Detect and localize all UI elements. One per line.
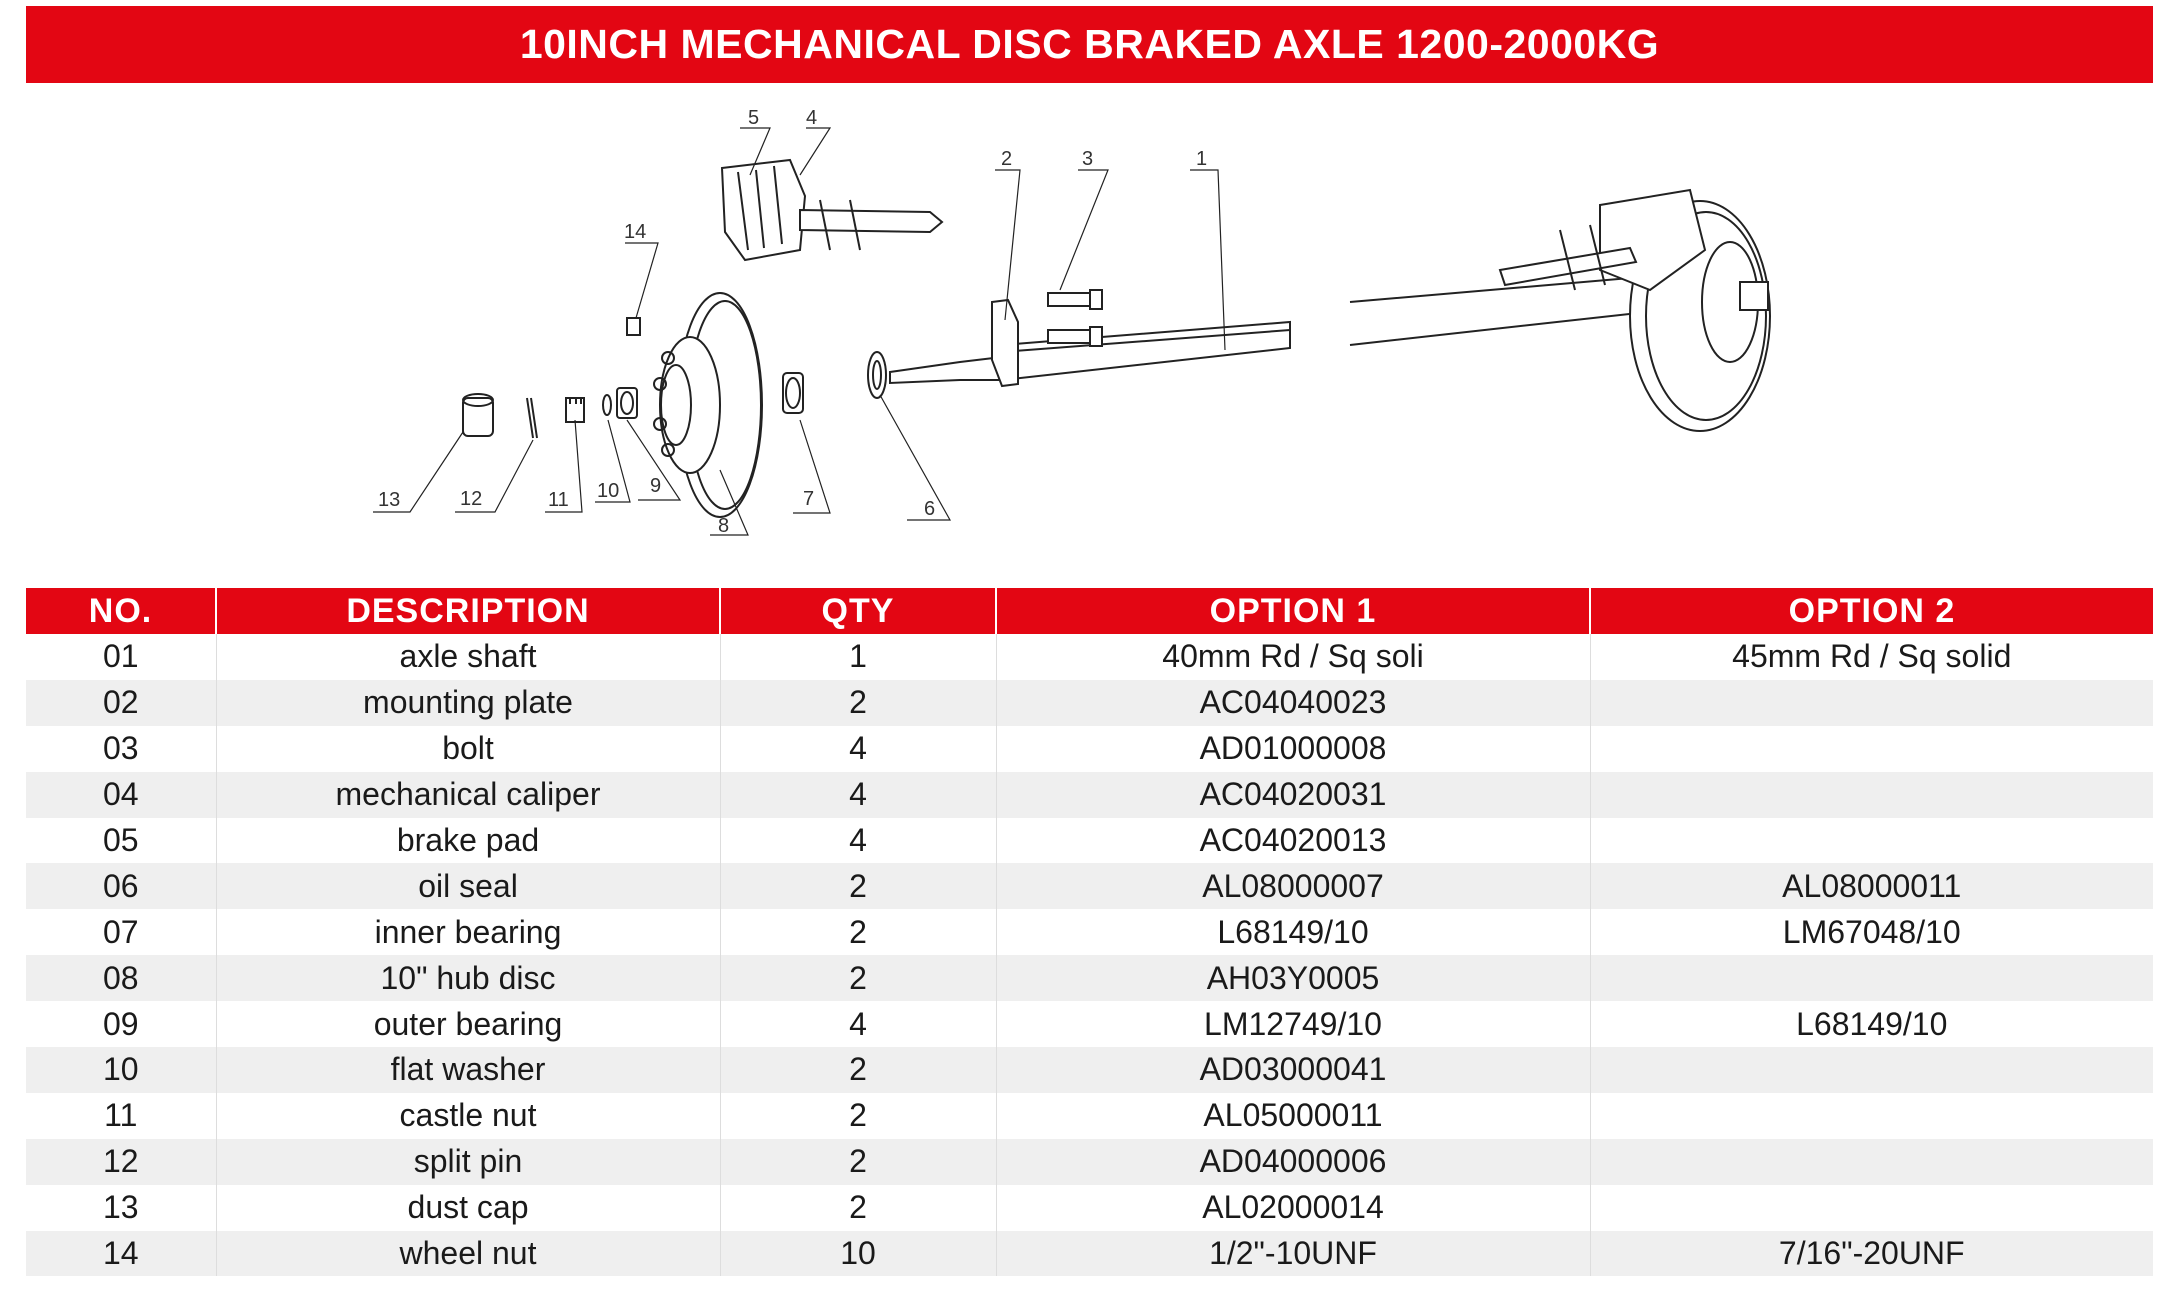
cell-description: split pin — [216, 1139, 720, 1185]
inner-bearing-part — [783, 373, 803, 413]
cell-option-1: 40mm Rd / Sq soli — [996, 634, 1590, 680]
cell-qty: 2 — [720, 1093, 996, 1139]
cell-option-1: AC04020013 — [996, 818, 1590, 864]
cell-option-1: 1/2"-10UNF — [996, 1231, 1590, 1277]
cell-option-2 — [1590, 772, 2153, 818]
cell-qty: 4 — [720, 726, 996, 772]
bolt-part — [1048, 290, 1102, 346]
table-row — [26, 1093, 2153, 1139]
table-row — [26, 955, 2153, 1001]
hub-disc-part — [654, 293, 762, 517]
mechanical-caliper-part — [722, 160, 942, 260]
cell-description: wheel nut — [216, 1231, 720, 1277]
table-row — [26, 1001, 2153, 1047]
outer-bearing-part — [617, 388, 637, 418]
callout-5: 5 — [748, 107, 760, 129]
cell-qty: 2 — [720, 1139, 996, 1185]
cell-no: 01 — [26, 634, 216, 680]
assembled-axle-view — [1350, 190, 1770, 431]
table-row — [26, 680, 2153, 726]
cell-description: brake pad — [216, 818, 720, 864]
cell-description: axle shaft — [216, 634, 720, 680]
table-row — [26, 863, 2153, 909]
cell-option-1: AL02000014 — [996, 1185, 1590, 1231]
callout-7: 7 — [803, 488, 815, 510]
cell-option-1: AL05000011 — [996, 1093, 1590, 1139]
table-row — [26, 634, 2153, 680]
table-row — [26, 772, 2153, 818]
cell-qty: 2 — [720, 1047, 996, 1093]
callout-14: 14 — [624, 221, 647, 243]
cell-option-2 — [1590, 818, 2153, 864]
cell-qty: 4 — [720, 1001, 996, 1047]
cell-option-2 — [1590, 955, 2153, 1001]
cell-no: 13 — [26, 1185, 216, 1231]
cell-qty: 4 — [720, 772, 996, 818]
cell-no: 09 — [26, 1001, 216, 1047]
title-banner — [26, 6, 2153, 83]
cell-description: dust cap — [216, 1185, 720, 1231]
table-row — [26, 1139, 2153, 1185]
cell-description: 10" hub disc — [216, 955, 720, 1001]
callout-9: 9 — [650, 475, 662, 497]
cell-no: 03 — [26, 726, 216, 772]
callout-1: 1 — [1196, 148, 1208, 170]
page-title: 10INCH MECHANICAL DISC BRAKED AXLE 1200-2000KG — [519, 21, 1660, 67]
cell-description: bolt — [216, 726, 720, 772]
cell-description: castle nut — [216, 1093, 720, 1139]
callout-2: 2 — [1001, 148, 1013, 170]
exploded-axle-diagram — [0, 90, 2160, 580]
cell-no: 04 — [26, 772, 216, 818]
callout-3: 3 — [1082, 148, 1094, 170]
cell-qty: 10 — [720, 1231, 996, 1277]
cell-qty: 4 — [720, 818, 996, 864]
cell-option-2: 7/16"-20UNF — [1590, 1231, 2153, 1277]
cell-no: 12 — [26, 1139, 216, 1185]
dust-cap-part — [463, 394, 493, 436]
cell-qty: 2 — [720, 1185, 996, 1231]
table-row — [26, 1047, 2153, 1093]
cell-no: 11 — [26, 1093, 216, 1139]
callout-10: 10 — [597, 480, 620, 502]
split-pin-part — [527, 398, 537, 438]
cell-qty: 1 — [720, 634, 996, 680]
header-description: DESCRIPTION — [216, 588, 720, 634]
cell-option-1: AD03000041 — [996, 1047, 1590, 1093]
parts-table — [26, 588, 2153, 1276]
cell-option-1: AD04000006 — [996, 1139, 1590, 1185]
cell-option-2 — [1590, 1139, 2153, 1185]
oil-seal-part — [868, 352, 886, 398]
cell-no: 14 — [26, 1231, 216, 1277]
cell-description: mounting plate — [216, 680, 720, 726]
cell-qty: 2 — [720, 955, 996, 1001]
cell-option-1: L68149/10 — [996, 909, 1590, 955]
cell-description: flat washer — [216, 1047, 720, 1093]
cell-no: 08 — [26, 955, 216, 1001]
table-row — [26, 1231, 2153, 1277]
callout-8: 8 — [718, 515, 730, 537]
wheel-nut-part — [627, 318, 640, 335]
callout-11: 11 — [548, 489, 569, 511]
header-no: NO. — [26, 588, 216, 634]
table-row — [26, 726, 2153, 772]
cell-option-1: AH03Y0005 — [996, 955, 1590, 1001]
cell-option-1: AC04020031 — [996, 772, 1590, 818]
table-row — [26, 818, 2153, 864]
header-option-1: OPTION 1 — [996, 588, 1590, 634]
cell-option-2: LM67048/10 — [1782, 913, 1961, 950]
cell-option-2 — [1590, 680, 2153, 726]
cell-option-2 — [1590, 1185, 2153, 1231]
table-row — [26, 909, 2153, 955]
cell-description: mechanical caliper — [216, 772, 720, 818]
cell-option-2: L68149/10 — [1796, 1005, 1948, 1042]
cell-description: outer bearing — [216, 1001, 720, 1047]
axle-diagram-svg — [0, 90, 2160, 580]
callout-4: 4 — [806, 107, 818, 129]
cell-no: 07 — [26, 909, 216, 955]
cell-qty: 2 — [720, 863, 996, 909]
header-qty: QTY — [720, 588, 996, 634]
cell-option-2 — [1590, 726, 2153, 772]
table-header-row — [26, 588, 2153, 634]
cell-option-2 — [1590, 1093, 2153, 1139]
cell-option-1: AD01000008 — [996, 726, 1590, 772]
callout-12: 12 — [460, 488, 483, 510]
cell-description: inner bearing — [216, 909, 720, 955]
cell-option-2 — [1590, 1047, 2153, 1093]
header-option-2: OPTION 2 — [1590, 588, 2153, 634]
cell-no: 10 — [26, 1047, 216, 1093]
cell-no: 02 — [26, 680, 216, 726]
table-row — [26, 1185, 2153, 1231]
cell-no: 06 — [26, 863, 216, 909]
cell-description: oil seal — [216, 863, 720, 909]
cell-option-1: AC04040023 — [996, 680, 1590, 726]
flat-washer-part — [603, 395, 611, 415]
cell-qty: 2 — [720, 909, 996, 955]
castle-nut-part — [566, 398, 584, 422]
cell-no: 05 — [26, 818, 216, 864]
cell-qty: 2 — [720, 680, 996, 726]
cell-option-1: LM12749/10 — [996, 1001, 1590, 1047]
callout-13: 13 — [378, 489, 401, 511]
cell-option-2: AL08000011 — [1590, 863, 2153, 909]
cell-option-2: 45mm Rd / Sq solid — [1732, 638, 2012, 675]
callout-6: 6 — [924, 498, 936, 520]
cell-option-1: AL08000007 — [996, 863, 1590, 909]
